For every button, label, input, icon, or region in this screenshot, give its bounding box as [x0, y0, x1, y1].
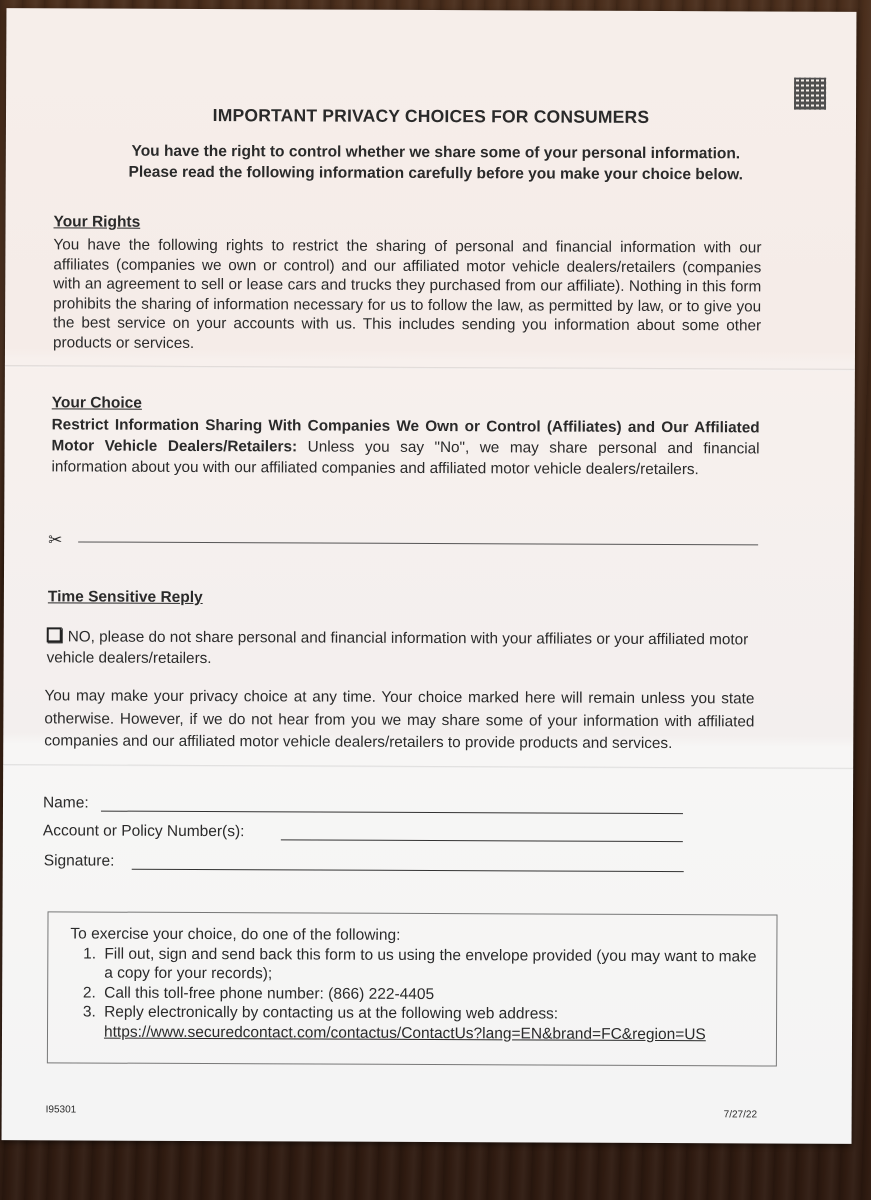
instructions-intro: To exercise your choice, do one of the following:	[70, 925, 401, 944]
intro-text	[56, 140, 816, 185]
opt-out-label: NO, please do not share personal and financial information with your affiliates or your affiliated motor vehicle dealers/retailers.	[46, 628, 749, 668]
instruction-item: 2. Call this toll-free phone number: (866) 222-4405	[100, 983, 766, 1005]
qr-code-icon	[794, 78, 826, 110]
checkbox-icon[interactable]	[47, 627, 62, 642]
account-field[interactable]	[43, 822, 683, 845]
intro-line: Please read the following information carefully before you make your choice below.	[128, 163, 743, 184]
intro-line: You have the right to control whether we share some of your personal information.	[131, 142, 741, 163]
page-title: IMPORTANT PRIVACY CHOICES FOR CONSUMERS	[212, 105, 650, 127]
name-label: Name:	[42, 794, 89, 812]
choice-text: Unless you say "No", we may share personal and financial information about you with our affiliated companies and affiliated motor vehicle dealers/retailers.	[51, 438, 760, 479]
account-label: Account or Policy Number(s):	[42, 822, 245, 841]
choice-heading: Your Choice	[51, 394, 142, 412]
privacy-form-paper	[2, 8, 857, 1144]
cut-line	[48, 530, 758, 555]
reply-heading: Time Sensitive Reply	[47, 588, 203, 607]
instruction-item-text: Reply electronically by contacting us at the following web address:	[104, 1003, 559, 1023]
signature-line[interactable]	[132, 869, 684, 872]
dashed-cut-line	[78, 541, 758, 545]
account-line[interactable]	[281, 839, 683, 842]
signature-field[interactable]	[44, 852, 684, 875]
form-date: 7/27/22	[723, 1109, 758, 1121]
paper-fold	[3, 764, 853, 770]
name-field[interactable]	[43, 794, 683, 817]
reply-note: You may make your privacy choice at any time. Your choice marked here will remain unless you state otherwise. However, if we do not hear from you we may share some of your information with affiliated companies and our affiliated motor vehicle dealers/retailers to provide products and services.	[44, 687, 755, 753]
instruction-item	[100, 1003, 766, 1045]
rights-heading: Your Rights	[53, 213, 141, 231]
name-line[interactable]	[101, 811, 683, 815]
instruction-item: 1. Fill out, sign and send back this form to us using the envelope provided (you may want to make a copy for your records);	[100, 944, 766, 986]
choice-body	[51, 414, 759, 480]
rights-body: You have the following rights to restrict the sharing of personal and financial information with our affiliates (companies we own or control) and our affiliated motor vehicle dealers/retailers (companies with an agreement to sell or lease cars and trucks they purchased from our affiliate). Nothing in this form prohibits the sharing of information necessary for us to follow the law, as permitted by law, or to give you the best service on your accounts with us. This includes sending you information about some other products or services.	[52, 236, 762, 352]
instructions-box	[47, 911, 778, 1066]
paper-fold	[5, 365, 855, 371]
signature-label: Signature:	[43, 852, 115, 870]
opt-out-option[interactable]	[47, 626, 757, 671]
form-code: I95301	[45, 1104, 77, 1116]
choice-bold-lead: Restrict Information Sharing With Companies We Own or Control (Affiliates) and Our Affiliated Motor Vehicle Dealers/Retailers:	[51, 416, 760, 456]
instructions-list	[70, 944, 766, 1045]
scissors-icon: ✂	[48, 530, 63, 550]
contact-url-link[interactable]: https://www.securedcontact.com/contactus/ContactUs?lang=EN&brand=FC&region=US	[103, 1023, 706, 1043]
